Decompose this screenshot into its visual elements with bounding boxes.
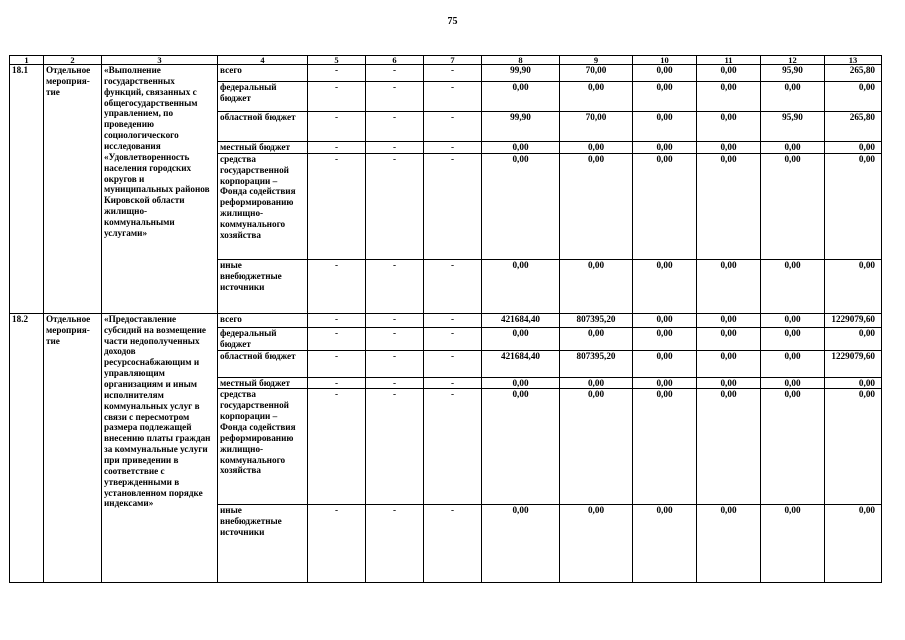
cell-value: 0,00 [587, 327, 605, 338]
amount-cell [633, 327, 697, 350]
empty-value-cell [424, 142, 482, 154]
funding-source: средства государственной корпорации – Фонда содействия реформированию жилищно-коммунального хозяйства [218, 153, 308, 259]
cell-value: 0,00 [784, 313, 801, 324]
cell-value: 99,90 [510, 65, 531, 75]
amount-cell [482, 505, 560, 583]
amount-cell [560, 350, 633, 377]
cell-value: 0,00 [784, 350, 801, 361]
amount-cell [633, 142, 697, 154]
empty-value-cell [424, 153, 482, 259]
amount-cell [761, 327, 825, 350]
cell-value: 0,00 [720, 82, 737, 92]
cell-value: - [334, 153, 339, 164]
amount-cell [697, 389, 761, 505]
cell-value: 70,00 [585, 65, 607, 75]
amount-cell [482, 350, 560, 377]
amount-cell [482, 153, 560, 259]
cell-value: - [450, 153, 455, 164]
cell-value: 0,00 [720, 313, 737, 324]
cell-value: - [450, 389, 455, 400]
empty-value-cell [424, 259, 482, 313]
funding-source: средства государственной корпорации – Фонда содействия реформированию жилищно-коммунального хозяйства [218, 389, 308, 505]
funding-source: областной бюджет [218, 112, 308, 142]
cell-value: 0,00 [587, 259, 605, 270]
amount-cell [560, 153, 633, 259]
amount-cell [697, 377, 761, 389]
amount-cell [560, 505, 633, 583]
cell-value: - [392, 327, 397, 338]
header-row [10, 56, 882, 65]
header-cell: 12 [761, 56, 825, 65]
amount-cell [697, 142, 761, 154]
cell-value: 0,00 [858, 389, 875, 400]
cell-value: 0,00 [587, 389, 605, 400]
section-title: «Предоставление субсидий на возмещение части недополученных доходов ресурсоснабжающим и управляющим организациям и иным исполнителям коммунальных услуг в связи с пересмотром размера подлежащей внесению платы граждан за коммунальные услуги при приведении в соответствие с утвержденными в установленном порядке индексами» [102, 313, 218, 583]
funding-source: иные внебюджетные источники [218, 505, 308, 583]
amount-cell [761, 389, 825, 505]
empty-value-cell [308, 327, 366, 350]
cell-value: 0,00 [587, 153, 605, 164]
amount-cell [761, 65, 825, 82]
empty-value-cell [366, 327, 424, 350]
cell-value: - [334, 65, 339, 75]
empty-value-cell [308, 82, 366, 112]
empty-value-cell [366, 389, 424, 505]
empty-value-cell [308, 377, 366, 389]
empty-value-cell [366, 65, 424, 82]
empty-value-cell [424, 313, 482, 327]
cell-value: 0,00 [512, 377, 529, 388]
cell-value: 0,00 [720, 505, 737, 516]
section-code: 18.2 [10, 313, 44, 583]
amount-cell [633, 505, 697, 583]
empty-value-cell [424, 377, 482, 389]
amount-cell [633, 259, 697, 313]
amount-cell [482, 82, 560, 112]
cell-value: - [334, 350, 339, 361]
amount-cell [482, 142, 560, 154]
amount-cell [697, 327, 761, 350]
cell-value: - [450, 65, 455, 75]
header-cell: 2 [44, 56, 102, 65]
cell-value: - [450, 259, 455, 270]
page-number: 75 [447, 16, 458, 27]
empty-value-cell [366, 377, 424, 389]
amount-cell [825, 142, 882, 154]
cell-value: 99,90 [510, 112, 531, 122]
cell-value: 421684,40 [500, 313, 541, 324]
cell-value: - [450, 82, 455, 92]
table-body [10, 65, 882, 583]
header-cell: 8 [482, 56, 560, 65]
amount-cell [482, 112, 560, 142]
amount-cell [761, 82, 825, 112]
amount-cell [633, 82, 697, 112]
section-type: Отдельное мероприя-тие [44, 65, 102, 314]
budget-table [9, 55, 882, 583]
cell-value: 265,80 [849, 112, 875, 122]
empty-value-cell [366, 350, 424, 377]
funding-source: федеральный бюджет [218, 327, 308, 350]
empty-value-cell [366, 142, 424, 154]
cell-value: 0,00 [858, 505, 875, 516]
amount-cell [825, 327, 882, 350]
cell-value: - [334, 327, 339, 338]
cell-value: - [392, 65, 397, 75]
amount-cell [761, 112, 825, 142]
amount-cell [560, 377, 633, 389]
cell-value: 0,00 [858, 142, 875, 152]
amount-cell [482, 389, 560, 505]
cell-value: 0,00 [587, 82, 605, 92]
amount-cell [825, 389, 882, 505]
section-title: «Выполнение государственных функций, связанных с общегосударственным управлением, по проведению социологического исследования «Удовлетворенность населения городских округов и муниципальных районов Кировской области жилищно-коммунальными услугами» [102, 65, 218, 314]
cell-value: - [334, 313, 339, 324]
amount-cell [761, 377, 825, 389]
header-cell: 5 [308, 56, 366, 65]
header-cell: 10 [633, 56, 697, 65]
cell-value: 265,80 [849, 65, 875, 75]
cell-value: 0,00 [512, 327, 529, 338]
empty-value-cell [308, 505, 366, 583]
amount-cell [560, 65, 633, 82]
cell-value: 0,00 [512, 389, 529, 400]
table-row [10, 65, 882, 82]
empty-value-cell [308, 112, 366, 142]
amount-cell [697, 350, 761, 377]
funding-source: областной бюджет [218, 350, 308, 377]
funding-source: всего [218, 313, 308, 327]
empty-value-cell [366, 82, 424, 112]
empty-value-cell [308, 313, 366, 327]
cell-value: 0,00 [784, 82, 801, 92]
empty-value-cell [366, 112, 424, 142]
empty-value-cell [424, 389, 482, 505]
cell-value: - [334, 505, 339, 516]
amount-cell [697, 153, 761, 259]
cell-value: 0,00 [720, 259, 737, 270]
cell-value: 0,00 [587, 142, 605, 152]
empty-value-cell [308, 153, 366, 259]
cell-value: 0,00 [784, 259, 801, 270]
cell-value: - [392, 505, 397, 516]
funding-source: местный бюджет [218, 377, 308, 389]
empty-value-cell [424, 112, 482, 142]
empty-value-cell [366, 259, 424, 313]
amount-cell [761, 313, 825, 327]
cell-value: - [450, 142, 455, 152]
amount-cell [697, 313, 761, 327]
cell-value: - [450, 112, 455, 122]
cell-value: 0,00 [784, 153, 801, 164]
cell-value: 0,00 [656, 313, 673, 324]
cell-value: - [450, 377, 455, 388]
empty-value-cell [424, 350, 482, 377]
amount-cell [825, 259, 882, 313]
cell-value: 0,00 [784, 377, 801, 388]
amount-cell [825, 153, 882, 259]
cell-value: 807395,20 [576, 313, 616, 324]
amount-cell [761, 153, 825, 259]
cell-value: 0,00 [784, 389, 801, 400]
cell-value: - [334, 82, 339, 92]
cell-value: - [392, 259, 397, 270]
cell-value: 1229079,60 [831, 313, 875, 324]
empty-value-cell [366, 153, 424, 259]
cell-value: 0,00 [656, 153, 673, 164]
header-cell: 6 [366, 56, 424, 65]
empty-value-cell [308, 259, 366, 313]
cell-value: - [392, 377, 397, 388]
cell-value: 95,90 [782, 112, 803, 122]
amount-cell [697, 82, 761, 112]
cell-value: - [450, 350, 455, 361]
cell-value: - [334, 142, 339, 152]
cell-value: 0,00 [720, 389, 737, 400]
amount-cell [825, 65, 882, 82]
funding-source: федеральный бюджет [218, 82, 308, 112]
cell-value: 0,00 [656, 505, 673, 516]
cell-value: - [392, 389, 397, 400]
cell-value: 0,00 [858, 377, 875, 388]
funding-source: местный бюджет [218, 142, 308, 154]
cell-value: 0,00 [512, 142, 529, 152]
amount-cell [697, 505, 761, 583]
cell-value: 0,00 [656, 82, 673, 92]
cell-value: 0,00 [720, 350, 737, 361]
cell-value: - [392, 142, 397, 152]
cell-value: - [334, 112, 339, 122]
empty-value-cell [424, 505, 482, 583]
amount-cell [633, 313, 697, 327]
amount-cell [697, 112, 761, 142]
cell-value: 0,00 [656, 259, 673, 270]
funding-source: иные внебюджетные источники [218, 259, 308, 313]
header-cell: 7 [424, 56, 482, 65]
cell-value: 0,00 [656, 389, 673, 400]
cell-value: 0,00 [656, 142, 673, 152]
cell-value: 807395,20 [576, 350, 616, 361]
cell-value: 0,00 [858, 153, 875, 164]
cell-value: 0,00 [858, 327, 875, 338]
amount-cell [633, 350, 697, 377]
amount-cell [560, 389, 633, 505]
amount-cell [761, 142, 825, 154]
amount-cell [560, 142, 633, 154]
amount-cell [560, 259, 633, 313]
cell-value: - [334, 377, 339, 388]
cell-value: 0,00 [858, 82, 875, 92]
cell-value: 0,00 [784, 327, 801, 338]
cell-value: 0,00 [720, 65, 737, 75]
cell-value: - [392, 82, 397, 92]
cell-value: - [450, 313, 455, 324]
amount-cell [482, 377, 560, 389]
amount-cell [825, 377, 882, 389]
cell-value: - [392, 153, 397, 164]
amount-cell [825, 112, 882, 142]
cell-value: 0,00 [656, 377, 673, 388]
amount-cell [761, 259, 825, 313]
cell-value: 0,00 [587, 505, 605, 516]
cell-value: 70,00 [585, 112, 607, 122]
cell-value: 0,00 [720, 153, 737, 164]
amount-cell [761, 505, 825, 583]
cell-value: 0,00 [784, 505, 801, 516]
cell-value: - [334, 259, 339, 270]
amount-cell [825, 505, 882, 583]
amount-cell [560, 82, 633, 112]
header-cell: 11 [697, 56, 761, 65]
cell-value: 0,00 [720, 112, 737, 122]
empty-value-cell [308, 350, 366, 377]
amount-cell [560, 112, 633, 142]
amount-cell [633, 65, 697, 82]
amount-cell [633, 389, 697, 505]
cell-value: - [392, 350, 397, 361]
amount-cell [825, 350, 882, 377]
cell-value: 95,90 [782, 65, 803, 75]
empty-value-cell [308, 65, 366, 82]
cell-value: - [450, 327, 455, 338]
amount-cell [482, 259, 560, 313]
empty-value-cell [308, 389, 366, 505]
cell-value: 1229079,60 [831, 350, 875, 361]
amount-cell [633, 112, 697, 142]
cell-value: 0,00 [858, 259, 875, 270]
amount-cell [697, 65, 761, 82]
empty-value-cell [366, 505, 424, 583]
cell-value: 0,00 [784, 142, 801, 152]
header-cell: 9 [560, 56, 633, 65]
amount-cell [825, 82, 882, 112]
amount-cell [633, 153, 697, 259]
cell-value: 421684,40 [500, 350, 541, 361]
amount-cell [482, 313, 560, 327]
empty-value-cell [424, 82, 482, 112]
amount-cell [825, 313, 882, 327]
cell-value: 0,00 [656, 112, 673, 122]
funding-source: всего [218, 65, 308, 82]
cell-value: - [392, 313, 397, 324]
cell-value: - [334, 389, 339, 400]
amount-cell [560, 313, 633, 327]
cell-value: - [392, 112, 397, 122]
cell-value: 0,00 [512, 505, 529, 516]
amount-cell [482, 65, 560, 82]
cell-value: 0,00 [512, 153, 529, 164]
section-type: Отдельное мероприя-тие [44, 313, 102, 583]
header-cell: 1 [10, 56, 44, 65]
amount-cell [761, 350, 825, 377]
amount-cell [482, 327, 560, 350]
amount-cell [633, 377, 697, 389]
cell-value: 0,00 [656, 65, 673, 75]
empty-value-cell [366, 313, 424, 327]
cell-value: 0,00 [720, 327, 737, 338]
cell-value: 0,00 [720, 142, 737, 152]
section-code: 18.1 [10, 65, 44, 314]
cell-value: 0,00 [587, 377, 605, 388]
header-cell: 3 [102, 56, 218, 65]
header-cell: 13 [825, 56, 882, 65]
table-row [10, 313, 882, 327]
empty-value-cell [424, 327, 482, 350]
cell-value: 0,00 [656, 350, 673, 361]
amount-cell [697, 259, 761, 313]
empty-value-cell [308, 142, 366, 154]
cell-value: 0,00 [656, 327, 673, 338]
header-cell: 4 [218, 56, 308, 65]
amount-cell [560, 327, 633, 350]
empty-value-cell [424, 65, 482, 82]
cell-value: 0,00 [512, 82, 529, 92]
cell-value: 0,00 [720, 377, 737, 388]
cell-value: 0,00 [512, 259, 529, 270]
cell-value: - [450, 505, 455, 516]
